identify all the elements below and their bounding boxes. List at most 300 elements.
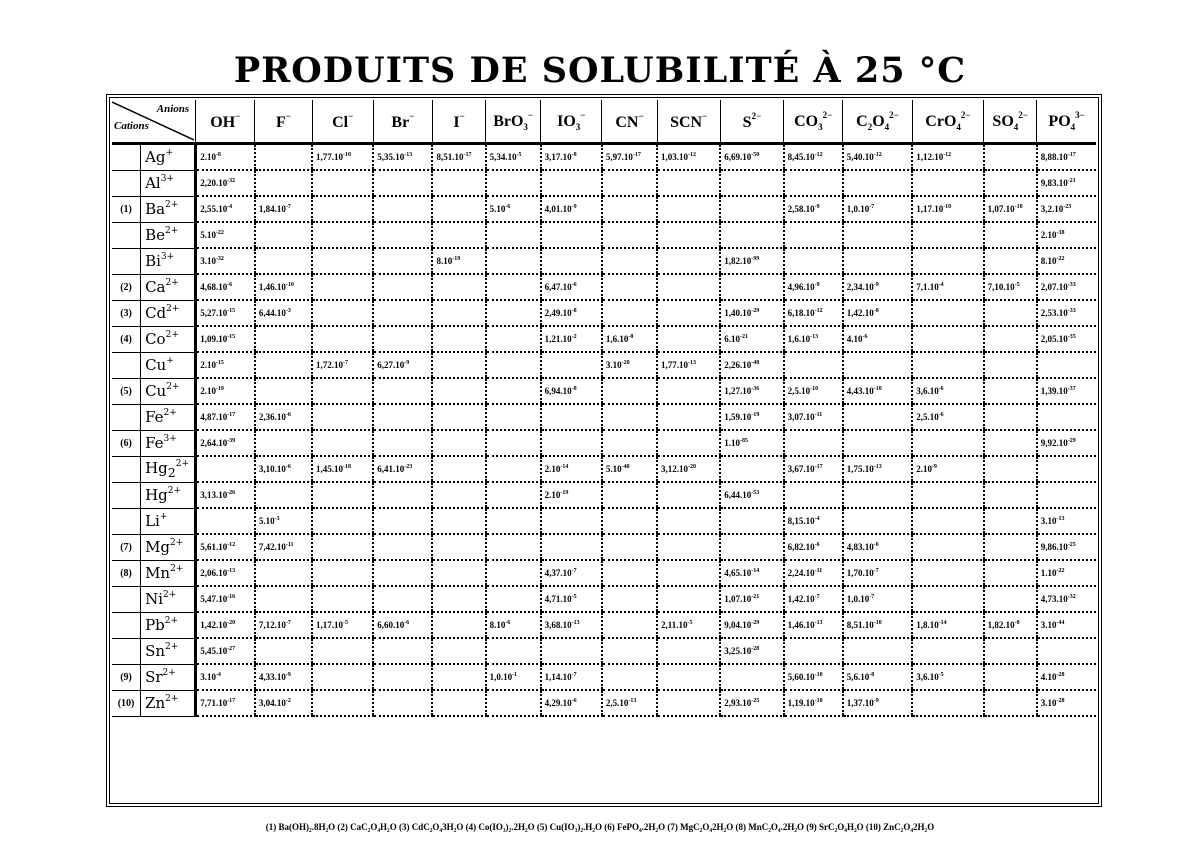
ksp-value — [486, 638, 541, 664]
ksp-value: $2,07.10^{-33}$ — [1037, 274, 1096, 300]
ksp-value: $6.10^{-21}$ — [720, 326, 783, 352]
cation-symbol: Sn — [145, 642, 166, 660]
ksp-value — [1037, 456, 1096, 482]
ksp-value — [912, 560, 983, 586]
cation-symbol: Cd — [145, 304, 167, 322]
cation-symbol: Pb — [145, 616, 165, 634]
table-row — [112, 196, 1096, 222]
anion-symbol: Br — [391, 113, 410, 131]
ksp-value — [720, 196, 783, 222]
ksp-value: $9,86.10^{-25}$ — [1037, 534, 1096, 560]
cation-charge: 2+ — [175, 458, 189, 469]
anion-symbol: Cl — [332, 113, 349, 131]
anion-symbol: S — [742, 113, 752, 131]
ksp-value: $1.10^{-85}$ — [720, 430, 783, 456]
ksp-value: $6,18.10^{-12}$ — [784, 300, 843, 326]
ksp-value: $3,6.10^{-5}$ — [912, 664, 983, 690]
ksp-value — [432, 430, 485, 456]
ksp-value — [984, 508, 1037, 534]
cation-cell — [141, 196, 196, 222]
ksp-value: $8,51.10^{-17}$ — [432, 144, 485, 171]
anion-header — [984, 100, 1037, 144]
ksp-value: $7,10.10^{-5}$ — [984, 274, 1037, 300]
ksp-value — [373, 222, 432, 248]
ksp-value — [432, 170, 485, 196]
cation-charge: 2+ — [163, 590, 177, 600]
anion-subscript: 4 — [1013, 122, 1019, 132]
ksp-value — [843, 404, 912, 430]
ksp-value: $4,29.10^{-6}$ — [541, 690, 602, 716]
cation-charge: + — [159, 512, 168, 522]
anion-subscript: 3 — [575, 122, 581, 132]
ksp-value — [657, 274, 720, 300]
ksp-value — [720, 508, 783, 534]
ksp-value: $5.10^{-40}$ — [602, 456, 657, 482]
ksp-value: $9,92.10^{-29}$ — [1037, 430, 1096, 456]
ksp-value: $8,15.10^{-4}$ — [784, 508, 843, 534]
ksp-value: $1,12.10^{-12}$ — [912, 144, 983, 171]
ksp-value: $5,6.10^{-8}$ — [843, 664, 912, 690]
row-note — [112, 170, 141, 196]
ksp-value: $4,37.10^{-7}$ — [541, 560, 602, 586]
ksp-value — [912, 222, 983, 248]
table-body — [112, 144, 1096, 717]
table-row — [112, 300, 1096, 326]
ksp-value: $5,61.10^{-12}$ — [196, 534, 255, 560]
ksp-value: $1,40.10^{-29}$ — [720, 300, 783, 326]
ksp-value — [432, 196, 485, 222]
ksp-value: $1,82.10^{-99}$ — [720, 248, 783, 274]
cation-charge: 3+ — [163, 434, 177, 444]
ksp-value: $2.10^{-14}$ — [541, 456, 602, 482]
ksp-value — [843, 482, 912, 508]
ksp-value — [486, 690, 541, 716]
ksp-value: $1,6.10^{-8}$ — [602, 326, 657, 352]
table-row — [112, 352, 1096, 378]
ksp-value — [657, 404, 720, 430]
anion-charge: − — [527, 110, 534, 120]
cation-cell — [141, 378, 196, 404]
ksp-value: $5,27.10^{-15}$ — [196, 300, 255, 326]
anion-header — [657, 100, 720, 144]
ksp-value — [312, 560, 373, 586]
anion-header — [312, 100, 373, 144]
cation-symbol: Bi — [145, 252, 161, 270]
ksp-value — [602, 586, 657, 612]
ksp-value — [602, 378, 657, 404]
ksp-value: $3,17.10^{-8}$ — [541, 144, 602, 171]
ksp-value — [984, 170, 1037, 196]
ksp-value — [984, 352, 1037, 378]
ksp-value — [602, 300, 657, 326]
row-note: (5) — [112, 378, 141, 404]
ksp-value — [432, 222, 485, 248]
ksp-value — [657, 170, 720, 196]
ksp-value — [373, 690, 432, 716]
ksp-value — [912, 170, 983, 196]
row-note — [112, 612, 141, 638]
cation-symbol: Fe — [145, 408, 164, 426]
row-note: (1) — [112, 196, 141, 222]
cation-charge: 2+ — [166, 382, 180, 392]
ksp-value: $5,34.10^{-5}$ — [486, 144, 541, 171]
anion-symbol: OH — [210, 113, 236, 131]
cation-symbol: Li — [145, 512, 160, 530]
ksp-value — [720, 170, 783, 196]
ksp-value — [541, 170, 602, 196]
ksp-value — [602, 560, 657, 586]
anion-header — [843, 100, 912, 144]
cation-symbol: Ba — [145, 200, 166, 218]
anion-charge: − — [409, 110, 415, 121]
ksp-value — [720, 664, 783, 690]
ksp-value — [312, 690, 373, 716]
anion-header — [720, 100, 783, 144]
row-note — [112, 222, 141, 248]
ksp-value — [602, 274, 657, 300]
ksp-value: $2,5.10^{-13}$ — [602, 690, 657, 716]
ksp-value: $4,96.10^{-9}$ — [784, 274, 843, 300]
cation-charge: + — [166, 356, 174, 366]
ksp-value — [984, 664, 1037, 690]
ksp-value — [657, 534, 720, 560]
cation-symbol: Co — [145, 330, 166, 348]
ksp-value: $3,6.10^{-6}$ — [912, 378, 983, 404]
table-row — [112, 170, 1096, 196]
anion-header — [486, 100, 541, 144]
anion-subscript: 4 — [884, 122, 890, 132]
cation-symbol: Cu — [145, 382, 167, 400]
ksp-value: $1,46.10^{-13}$ — [784, 612, 843, 638]
ksp-value: $7,42.10^{-11}$ — [255, 534, 312, 560]
row-note — [112, 456, 141, 482]
ksp-value — [843, 222, 912, 248]
anion-charge: − — [348, 110, 354, 121]
ksp-value — [432, 534, 485, 560]
cation-charge: 2+ — [165, 200, 179, 210]
anion-subscript: 3 — [818, 122, 823, 132]
ksp-value: $3,12.10^{-20}$ — [657, 456, 720, 482]
ksp-value — [912, 586, 983, 612]
ksp-value — [432, 586, 485, 612]
ksp-value — [984, 300, 1037, 326]
cation-charge: 2+ — [165, 642, 179, 652]
ksp-value — [602, 196, 657, 222]
ksp-value: $1,39.10^{-37}$ — [1037, 378, 1096, 404]
ksp-value — [784, 352, 843, 378]
row-note: (3) — [112, 300, 141, 326]
ksp-value — [843, 170, 912, 196]
anion-header — [255, 100, 312, 144]
ksp-value — [912, 352, 983, 378]
row-note — [112, 248, 141, 274]
anion-symbol: F — [276, 113, 286, 131]
ksp-value — [432, 638, 485, 664]
ksp-value — [373, 404, 432, 430]
anion-charge: 2− — [1018, 110, 1028, 120]
ksp-value — [432, 404, 485, 430]
ksp-value — [312, 274, 373, 300]
ksp-value — [657, 222, 720, 248]
anion-subscript: 2 — [867, 122, 873, 132]
ksp-value: $1,77.10^{-10}$ — [312, 144, 373, 171]
ksp-value: $7,71.10^{-17}$ — [196, 690, 255, 716]
table-row — [112, 560, 1096, 586]
ksp-value: $5,45.10^{-27}$ — [196, 638, 255, 664]
ksp-value: $2.10^{-9}$ — [912, 456, 983, 482]
cation-charge: 2+ — [164, 616, 179, 626]
ksp-value — [312, 638, 373, 664]
ksp-value — [657, 326, 720, 352]
anion-symbol: C — [856, 113, 868, 130]
row-note: (10) — [112, 690, 141, 716]
row-note: (9) — [112, 664, 141, 690]
cation-charge: 2+ — [164, 226, 179, 236]
ksp-value: $5,97.10^{-17}$ — [602, 144, 657, 171]
ksp-value: $1,03.10^{-12}$ — [657, 144, 720, 171]
anion-symbol: SO — [992, 113, 1014, 130]
ksp-value: $5,60.10^{-10}$ — [784, 664, 843, 690]
ksp-value — [720, 274, 783, 300]
ksp-value: $3,10.10^{-6}$ — [255, 456, 312, 482]
ksp-value — [255, 482, 312, 508]
cation-cell — [141, 326, 196, 352]
ksp-value — [255, 170, 312, 196]
cation-cell — [141, 534, 196, 560]
ksp-value — [373, 300, 432, 326]
ksp-value: $8.10^{-6}$ — [486, 612, 541, 638]
cation-cell — [141, 638, 196, 664]
ksp-value — [912, 300, 983, 326]
ksp-value — [657, 638, 720, 664]
anions-label: Anions — [156, 103, 190, 115]
ksp-value — [432, 326, 485, 352]
cation-charge: 3+ — [160, 174, 174, 184]
ksp-value — [312, 664, 373, 690]
ksp-value — [486, 222, 541, 248]
row-note — [112, 586, 141, 612]
cation-symbol: Cu — [145, 356, 167, 374]
ksp-value — [312, 248, 373, 274]
ksp-value — [657, 664, 720, 690]
ksp-value: $1,59.10^{-19}$ — [720, 404, 783, 430]
anion-header — [602, 100, 657, 144]
ksp-value: $1,0.10^{-1}$ — [486, 664, 541, 690]
ksp-value: $1,07.10^{-10}$ — [984, 196, 1037, 222]
cation-charge: 2+ — [170, 538, 184, 548]
ksp-value: $2,93.10^{-25}$ — [720, 690, 783, 716]
cation-symbol: Be — [145, 226, 165, 244]
ksp-value — [602, 508, 657, 534]
ksp-value — [843, 430, 912, 456]
ksp-value: $6,44.10^{-53}$ — [720, 482, 783, 508]
header-row — [112, 100, 1096, 144]
anion-header — [912, 100, 983, 144]
anion-symbol: IO — [557, 113, 576, 130]
ksp-value: $2,06.10^{-13}$ — [196, 560, 255, 586]
ksp-value — [432, 352, 485, 378]
ksp-value — [373, 482, 432, 508]
ksp-value — [602, 482, 657, 508]
cation-cell — [141, 612, 196, 638]
ksp-value: $3,68.10^{-13}$ — [541, 612, 602, 638]
ksp-value — [984, 222, 1037, 248]
table-row — [112, 404, 1096, 430]
cation-charge: 2+ — [167, 486, 182, 496]
ksp-value — [784, 482, 843, 508]
ksp-value — [255, 638, 312, 664]
cation-symbol: Hg — [145, 458, 168, 477]
ksp-value — [312, 326, 373, 352]
anion-subscript: 4 — [1070, 122, 1076, 132]
ksp-value: $6,94.10^{-8}$ — [541, 378, 602, 404]
cation-cell — [141, 508, 196, 534]
anion-symbol: PO — [1048, 113, 1071, 130]
ksp-value — [912, 482, 983, 508]
ksp-value: $1,72.10^{-7}$ — [312, 352, 373, 378]
ksp-value — [657, 300, 720, 326]
anion-symbol-part: O — [872, 113, 885, 130]
ksp-value — [373, 534, 432, 560]
ksp-value — [255, 586, 312, 612]
anion-charge: 2− — [822, 110, 833, 120]
ksp-value — [255, 430, 312, 456]
ksp-value — [373, 196, 432, 222]
ksp-value — [984, 378, 1037, 404]
ksp-value — [486, 352, 541, 378]
ksp-value: $3.10^{-32}$ — [196, 248, 255, 274]
ksp-value: $2,58.10^{-9}$ — [784, 196, 843, 222]
anion-symbol: CN — [615, 113, 639, 131]
cation-charge: 2+ — [162, 668, 176, 678]
ksp-value — [373, 170, 432, 196]
table-row — [112, 612, 1096, 638]
ksp-value — [373, 326, 432, 352]
ksp-value — [602, 612, 657, 638]
ksp-value: $2,36.10^{-6}$ — [255, 404, 312, 430]
anion-symbol: CO — [794, 113, 819, 130]
cation-symbol: Ca — [145, 278, 166, 296]
cation-charge: + — [165, 148, 174, 159]
ksp-value: $9,04.10^{-29}$ — [720, 612, 783, 638]
ksp-value — [373, 274, 432, 300]
ksp-value — [486, 170, 541, 196]
anion-symbol: BrO — [493, 113, 524, 130]
ksp-value — [432, 378, 485, 404]
cation-cell — [141, 430, 196, 456]
ksp-value — [784, 222, 843, 248]
ksp-value: $4.10^{-6}$ — [843, 326, 912, 352]
ksp-value: $4,68.10^{-6}$ — [196, 274, 255, 300]
row-note — [112, 352, 141, 378]
cation-cell — [141, 274, 196, 300]
ksp-value: $8,88.10^{-17}$ — [1037, 144, 1096, 171]
cation-cell — [141, 300, 196, 326]
ksp-value: $4,71.10^{-5}$ — [541, 586, 602, 612]
table-row — [112, 534, 1096, 560]
ksp-value — [1037, 482, 1096, 508]
table-row — [112, 144, 1096, 171]
ksp-value — [486, 430, 541, 456]
ksp-value: $2,5.10^{-10}$ — [784, 378, 843, 404]
ksp-value: $2.10^{-15}$ — [196, 352, 255, 378]
cation-cell — [141, 144, 196, 171]
footnote: (1) Ba(OH)₂.8H₂O (2) CaC₂O₄H₂O (3) CdC₂O₄3H₂O (4) Co(IO₃)₂.2H₂O (5) Cu(IO₃)₂.H₂O (6) FePO₄.2H₂O (7) MgC₂O₄2H₂O (8) MnC₂O₄.2H₂O (9) SrC₂O₄H₂O (10) ZnC₂O₄2H₂O — [265, 822, 935, 832]
ksp-value — [984, 248, 1037, 274]
ksp-value — [255, 352, 312, 378]
ksp-value: $2.10^{-19}$ — [196, 378, 255, 404]
ksp-value — [486, 378, 541, 404]
ksp-value — [657, 482, 720, 508]
ksp-value — [255, 378, 312, 404]
ksp-value: $1,8.10^{-14}$ — [912, 612, 983, 638]
ksp-value — [541, 352, 602, 378]
anion-header — [373, 100, 432, 144]
ksp-value — [843, 508, 912, 534]
ksp-value — [912, 690, 983, 716]
ksp-value: $2,53.10^{-33}$ — [1037, 300, 1096, 326]
ksp-value: $1,42.10^{-7}$ — [784, 586, 843, 612]
ksp-value — [541, 404, 602, 430]
anion-charge: − — [235, 110, 241, 121]
ksp-value: $1,42.10^{-8}$ — [843, 300, 912, 326]
ksp-value — [486, 404, 541, 430]
anion-charge: 3− — [1075, 110, 1085, 120]
ksp-value — [312, 534, 373, 560]
row-note — [112, 508, 141, 534]
ksp-value — [602, 404, 657, 430]
ksp-value: $2.10^{-8}$ — [196, 144, 255, 171]
ksp-value: $3,2.10^{-23}$ — [1037, 196, 1096, 222]
ksp-value: $5,40.10^{-12}$ — [843, 144, 912, 171]
table-row — [112, 248, 1096, 274]
ksp-value — [432, 560, 485, 586]
cation-charge: 2+ — [165, 330, 179, 340]
ksp-value: $1,82.10^{-8}$ — [984, 612, 1037, 638]
ksp-value: $1.10^{-22}$ — [1037, 560, 1096, 586]
ksp-value — [432, 300, 485, 326]
ksp-value — [984, 404, 1037, 430]
ksp-value: $5.10^{-6}$ — [486, 196, 541, 222]
anion-charge: 2− — [889, 110, 899, 120]
ksp-value — [984, 638, 1037, 664]
ksp-value — [912, 508, 983, 534]
ksp-value: $1,17.10^{-10}$ — [912, 196, 983, 222]
ksp-value: $1,75.10^{-13}$ — [843, 456, 912, 482]
row-note — [112, 144, 141, 171]
ksp-value — [1037, 638, 1096, 664]
ksp-value — [432, 508, 485, 534]
ksp-value: $2.10^{-38}$ — [1037, 222, 1096, 248]
anion-subscript: 3 — [523, 122, 528, 132]
ksp-value — [373, 430, 432, 456]
ksp-value — [255, 222, 312, 248]
cation-cell — [141, 690, 196, 716]
ksp-value: $1,19.10^{-10}$ — [784, 690, 843, 716]
ksp-value: $1,37.10^{-9}$ — [843, 690, 912, 716]
table-row — [112, 222, 1096, 248]
table-row — [112, 274, 1096, 300]
ksp-value: $6,82.10^{-6}$ — [784, 534, 843, 560]
ksp-value: $6,41.10^{-23}$ — [373, 456, 432, 482]
ksp-value: $2,64.10^{-39}$ — [196, 430, 255, 456]
ksp-value: $3,67.10^{-17}$ — [784, 456, 843, 482]
anion-subscript: 4 — [956, 122, 961, 132]
ksp-value — [602, 248, 657, 274]
ksp-value — [432, 456, 485, 482]
ksp-value — [432, 690, 485, 716]
anion-charge: − — [285, 110, 291, 121]
